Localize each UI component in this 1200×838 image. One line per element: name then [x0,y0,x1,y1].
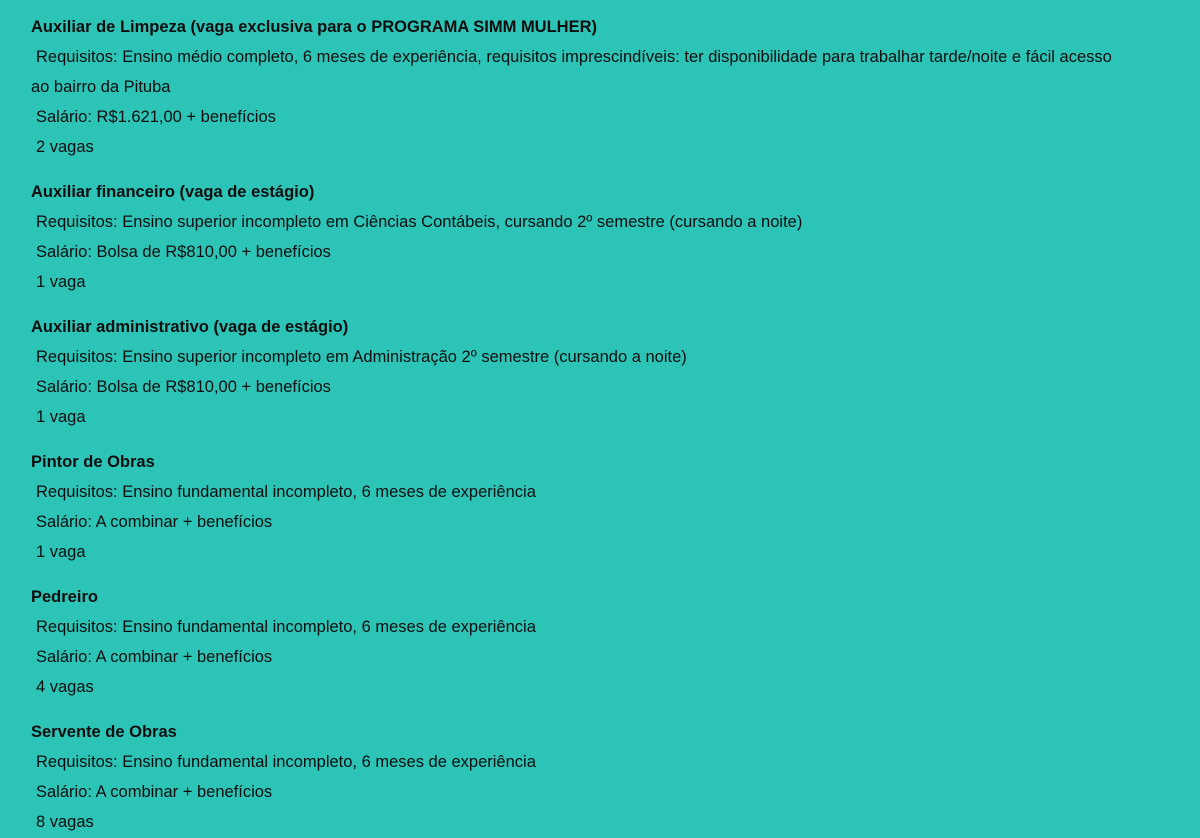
job-listing-pedreiro [31,582,1169,702]
job-requirements: Requisitos: Ensino fundamental incompleto, 6 meses de experiência [36,618,536,636]
job-openings: 1 vaga [36,408,86,426]
job-salary: Salário: A combinar + benefícios [36,648,273,666]
job-salary: Salário: A combinar + benefícios [36,513,273,531]
job-requirements: Requisitos: Ensino superior incompleto em Administração 2º semestre (cursando a noite) [36,348,687,366]
job-title: Auxiliar de Limpeza (vaga exclusiva para o PROGRAMA SIMM MULHER) [31,18,598,36]
job-openings: 2 vagas [36,138,94,156]
job-title: Auxiliar financeiro (vaga de estágio) [31,183,315,201]
job-requirements: Requisitos: Ensino médio completo, 6 meses de experiência, requisitos imprescindíveis: ter disponibilidade para trabalhar tarde/noite e fácil acesso ao bairro da Pituba [31,48,1112,96]
job-title: Pintor de Obras [31,453,155,471]
job-salary: Salário: Bolsa de R$810,00 + benefícios [36,243,331,261]
job-openings: 4 vagas [36,678,94,696]
job-listing-pintor-de-obras [31,447,1169,567]
job-openings: 1 vaga [36,273,86,291]
job-openings: 1 vaga [36,543,86,561]
job-salary: Salário: Bolsa de R$810,00 + benefícios [36,378,331,396]
job-openings: 8 vagas [36,813,94,831]
job-listing-auxiliar-financeiro [31,177,1169,297]
job-listing-auxiliar-limpeza [31,12,1169,162]
job-title: Pedreiro [31,588,98,606]
job-requirements: Requisitos: Ensino fundamental incompleto, 6 meses de experiência [36,753,536,771]
job-listing-auxiliar-administrativo [31,312,1169,432]
job-title: Servente de Obras [31,723,177,741]
job-salary: Salário: A combinar + benefícios [36,783,273,801]
job-requirements: Requisitos: Ensino superior incompleto em Ciências Contábeis, cursando 2º semestre (cursando a noite) [36,213,803,231]
job-requirements: Requisitos: Ensino fundamental incompleto, 6 meses de experiência [36,483,536,501]
job-listing-servente-de-obras [31,717,1169,837]
job-salary: Salário: R$1.621,00 + benefícios [36,108,276,126]
job-title: Auxiliar administrativo (vaga de estágio) [31,318,349,336]
